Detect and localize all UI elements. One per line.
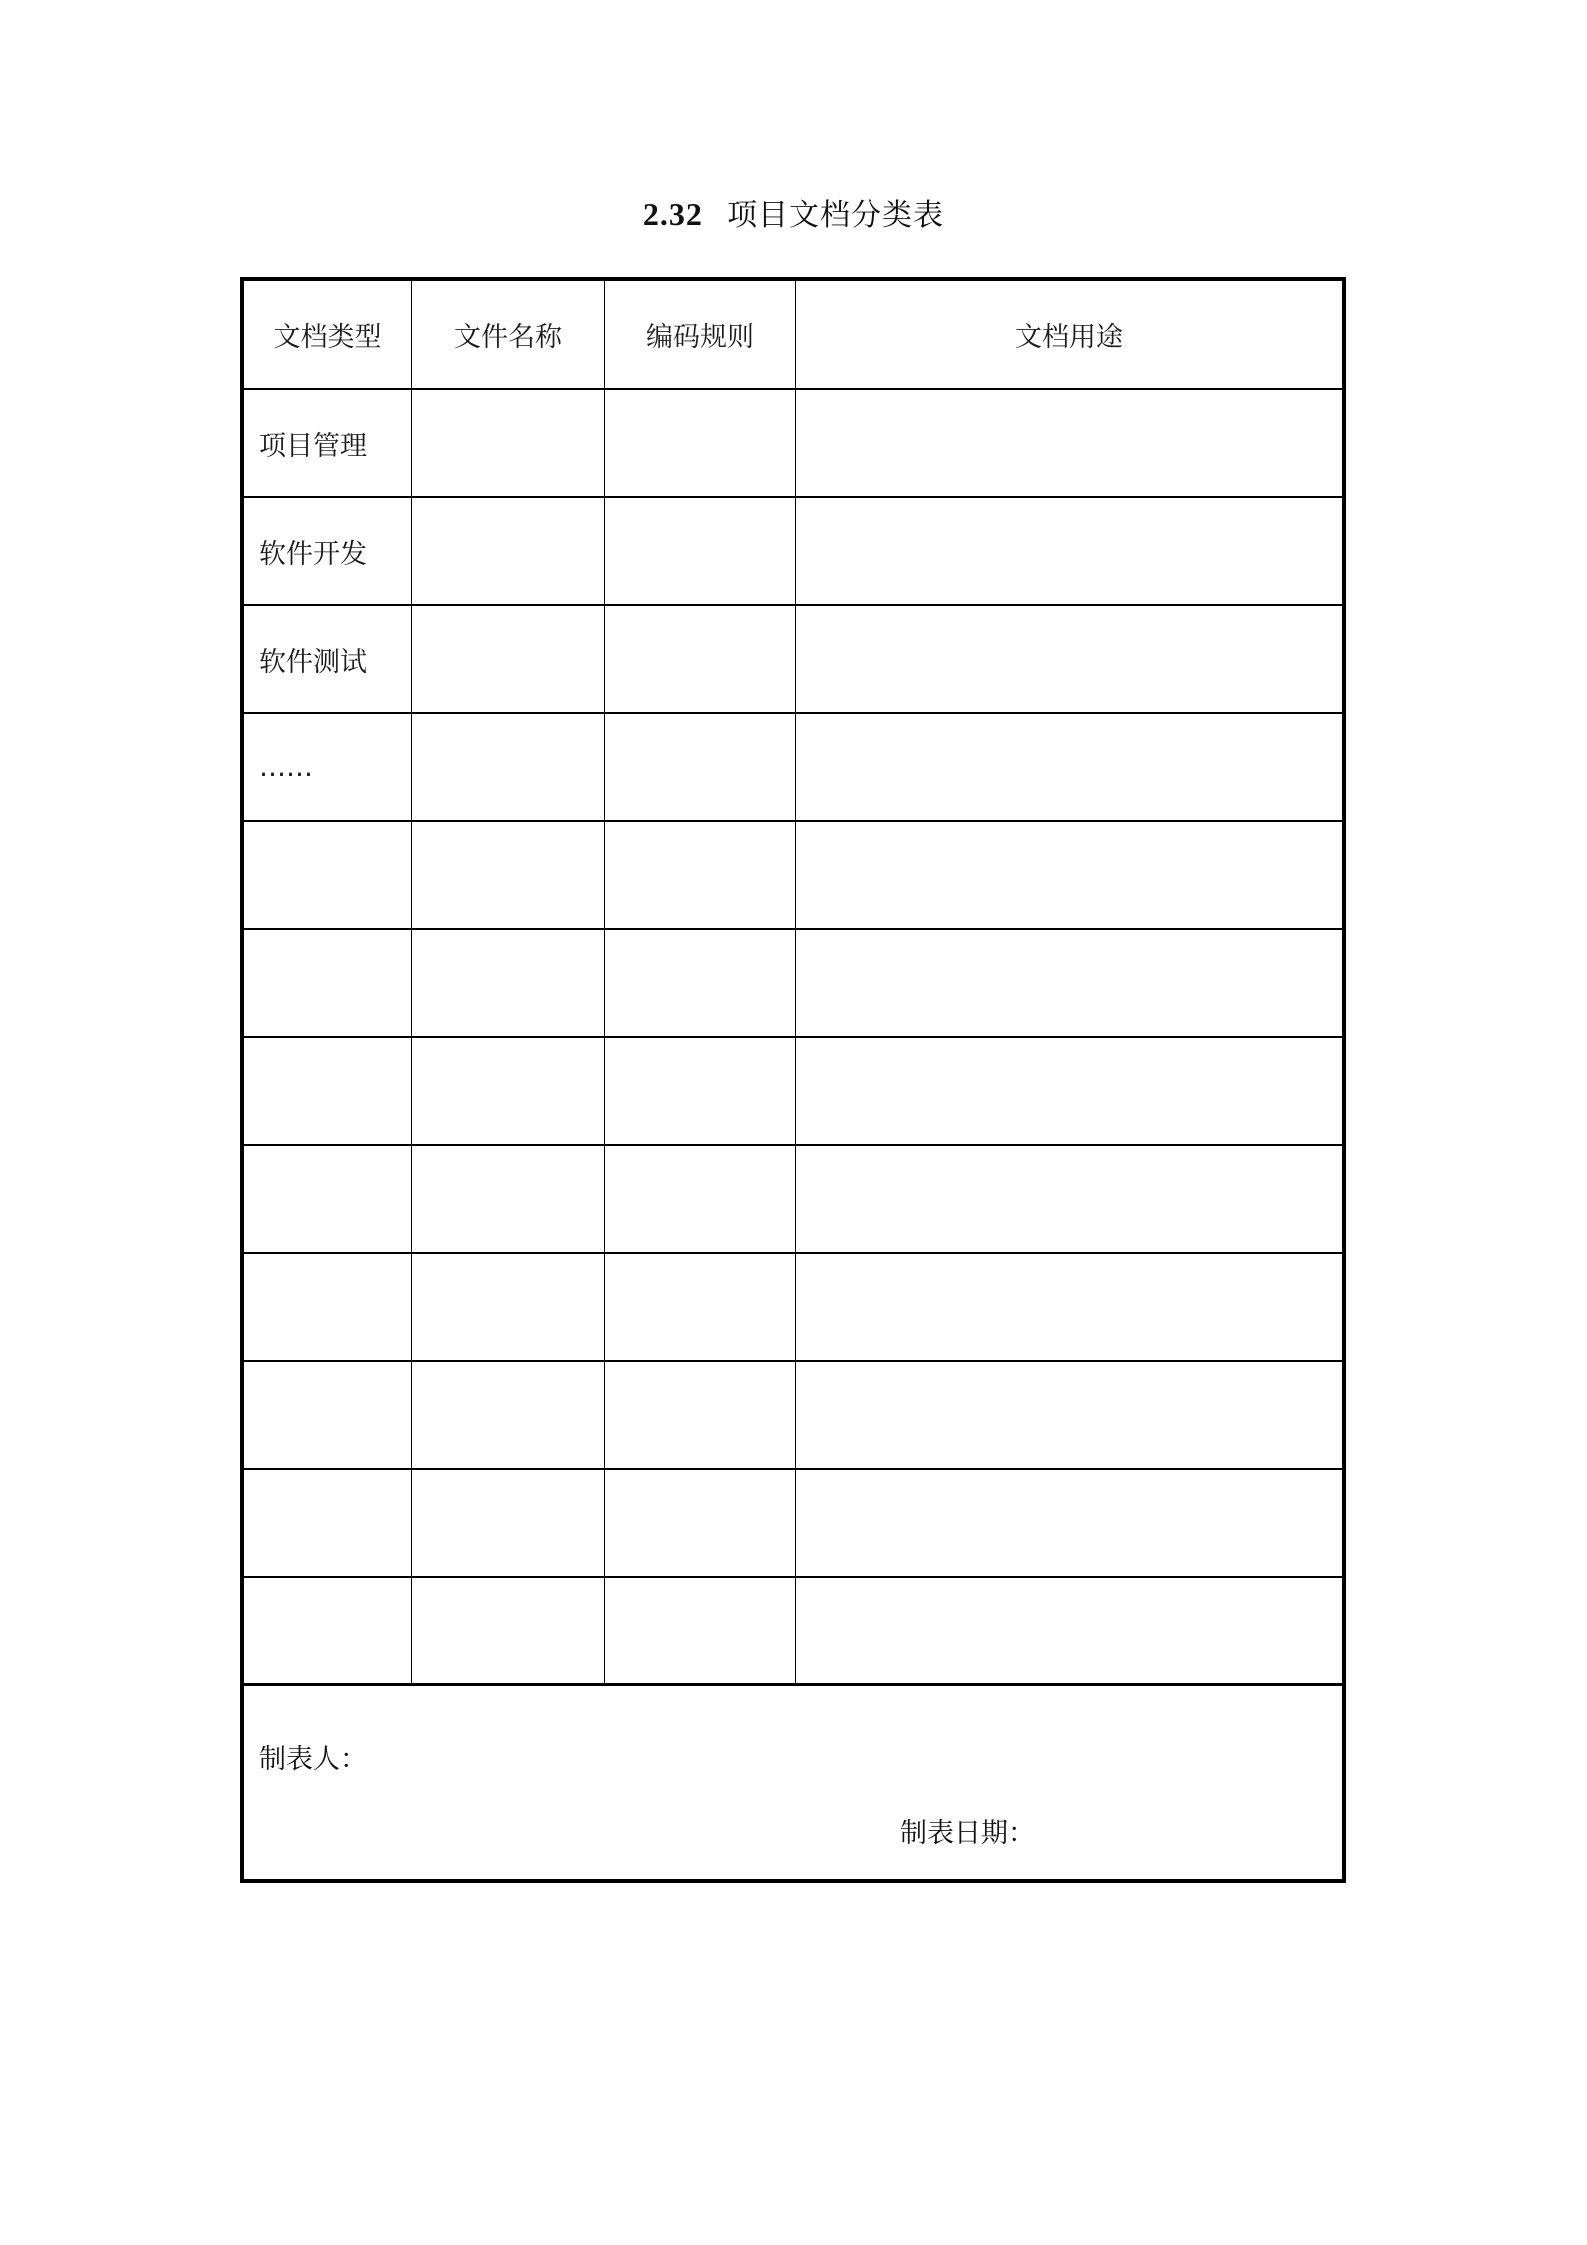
cell-coding-rule[interactable]: [605, 498, 796, 604]
cell-document-type[interactable]: 软件测试: [244, 606, 412, 712]
cell-document-purpose[interactable]: [796, 1146, 1342, 1252]
cell-coding-rule[interactable]: [605, 1362, 796, 1468]
table-row: [244, 390, 1342, 498]
page-title: [0, 190, 1587, 234]
cell-document-type[interactable]: [244, 1578, 412, 1683]
cell-document-type[interactable]: [244, 1254, 412, 1360]
cell-coding-rule[interactable]: [605, 1578, 796, 1683]
cell-document-purpose[interactable]: [796, 1578, 1342, 1683]
cell-coding-rule[interactable]: [605, 1254, 796, 1360]
cell-coding-rule[interactable]: [605, 822, 796, 928]
cell-document-type[interactable]: [244, 1146, 412, 1252]
column-header-coding-rule: 编码规则: [605, 281, 796, 388]
cell-document-purpose[interactable]: [796, 822, 1342, 928]
cell-file-name[interactable]: [412, 1254, 605, 1360]
cell-coding-rule[interactable]: [605, 714, 796, 820]
table-row: [244, 606, 1342, 714]
cell-file-name[interactable]: [412, 930, 605, 1036]
table-row: [244, 1470, 1342, 1578]
table-row: [244, 930, 1342, 1038]
cell-coding-rule[interactable]: [605, 390, 796, 496]
document-classification-table: [240, 277, 1346, 1883]
table-row: [244, 714, 1342, 822]
cell-document-purpose[interactable]: [796, 1362, 1342, 1468]
cell-document-type[interactable]: 软件开发: [244, 498, 412, 604]
cell-document-type[interactable]: [244, 1362, 412, 1468]
cell-document-purpose[interactable]: [796, 606, 1342, 712]
cell-coding-rule[interactable]: [605, 930, 796, 1036]
title-number: 2.32: [642, 196, 703, 232]
cell-coding-rule[interactable]: [605, 1470, 796, 1576]
cell-document-purpose[interactable]: [796, 714, 1342, 820]
cell-file-name[interactable]: [412, 498, 605, 604]
cell-coding-rule[interactable]: [605, 1038, 796, 1144]
cell-coding-rule[interactable]: [605, 1146, 796, 1252]
cell-coding-rule[interactable]: [605, 606, 796, 712]
column-header-document-type: 文档类型: [244, 281, 412, 388]
table-row: [244, 498, 1342, 606]
cell-file-name[interactable]: [412, 606, 605, 712]
cell-file-name[interactable]: [412, 822, 605, 928]
table-row: [244, 1362, 1342, 1470]
table-row: [244, 822, 1342, 930]
title-text: 项目文档分类表: [727, 198, 945, 233]
table-row: [244, 1038, 1342, 1146]
table-header-row: [244, 281, 1342, 390]
cell-document-purpose[interactable]: [796, 390, 1342, 496]
cell-document-type[interactable]: [244, 822, 412, 928]
table-grid: [244, 281, 1342, 1686]
cell-document-type[interactable]: [244, 1038, 412, 1144]
cell-document-purpose[interactable]: [796, 1470, 1342, 1576]
cell-file-name[interactable]: [412, 390, 605, 496]
table-row: [244, 1146, 1342, 1254]
cell-file-name[interactable]: [412, 1362, 605, 1468]
table-footer: [244, 1685, 1342, 1883]
cell-file-name[interactable]: [412, 714, 605, 820]
cell-document-type[interactable]: 项目管理: [244, 390, 412, 496]
cell-file-name[interactable]: [412, 1038, 605, 1144]
column-header-file-name: 文件名称: [412, 281, 605, 388]
cell-document-purpose[interactable]: [796, 498, 1342, 604]
cell-document-type[interactable]: [244, 930, 412, 1036]
cell-file-name[interactable]: [412, 1146, 605, 1252]
cell-document-purpose[interactable]: [796, 1254, 1342, 1360]
cell-document-type[interactable]: [244, 1470, 412, 1576]
cell-document-purpose[interactable]: [796, 930, 1342, 1036]
cell-file-name[interactable]: [412, 1578, 605, 1683]
cell-file-name[interactable]: [412, 1470, 605, 1576]
column-header-document-purpose: 文档用途: [1015, 322, 1123, 353]
prepared-by-label: 制表人：: [259, 1744, 367, 1775]
cell-document-purpose[interactable]: [796, 1038, 1342, 1144]
cell-document-type[interactable]: ……: [244, 714, 412, 820]
prepared-date-label: 制表日期：: [900, 1818, 1035, 1849]
table-row: [244, 1254, 1342, 1362]
table-row: [244, 1578, 1342, 1686]
